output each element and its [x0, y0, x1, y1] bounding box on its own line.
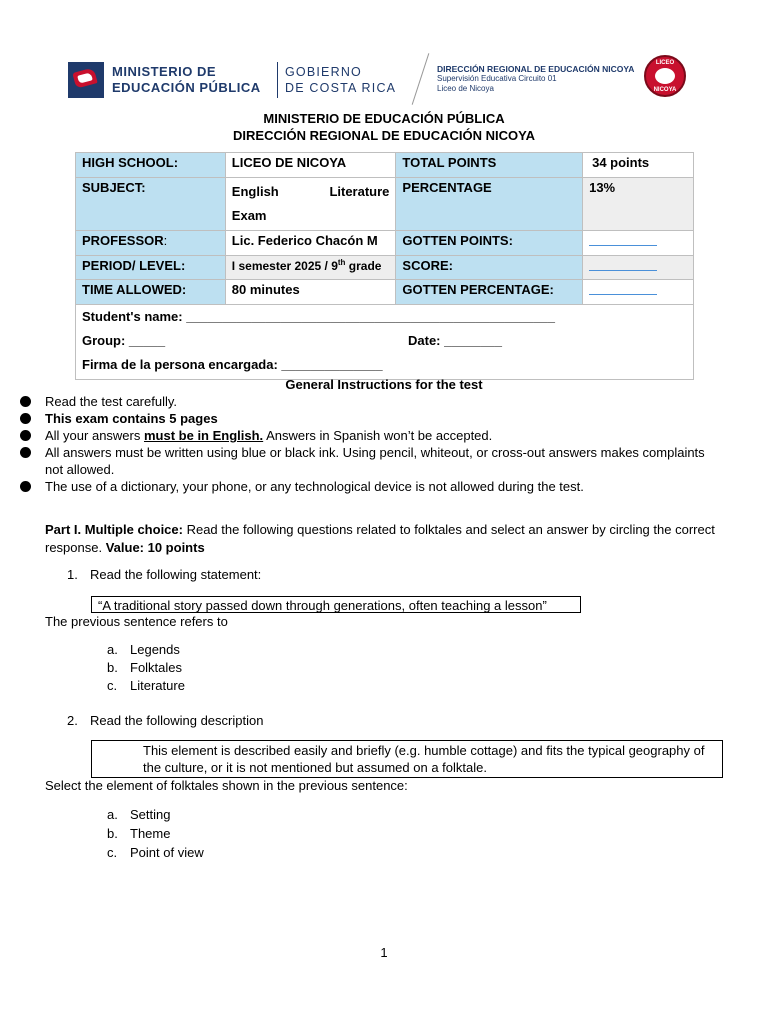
header-slash — [412, 53, 430, 105]
score-label: SCORE: — [396, 256, 583, 280]
q1-prompt: Read the following statement: — [90, 567, 262, 582]
dir-line2: Supervisión Educativa Circuito 01 — [437, 74, 557, 83]
gotten-percentage-value — [583, 280, 694, 305]
list-item — [20, 410, 720, 427]
period-value-a: I semester 2025 / 9 — [231, 259, 338, 273]
q2-description-box: This element is described easily and briefly (e.g. humble cottage) and fits the typical geography of the culture, or it is not mentioned but assumed on a folktale. — [91, 740, 723, 778]
total-points-value: 34 points — [583, 153, 694, 178]
question-2 — [67, 713, 263, 728]
period-value-b: grade — [345, 259, 382, 273]
subject-word-3: Exam — [231, 208, 267, 223]
gotten-points-label: GOTTEN POINTS: — [396, 231, 583, 256]
gob-line2: DE COSTA RICA — [285, 81, 397, 95]
bullet-icon — [20, 396, 31, 407]
q2-prompt: Read the following description — [90, 713, 264, 728]
professor-colon: : — [163, 233, 168, 248]
instructions-list — [20, 393, 720, 495]
gotten-points-blank — [589, 233, 657, 246]
liceo-seal-logo — [644, 55, 686, 97]
seal-bottom-text: NICOYA — [653, 87, 677, 93]
total-points-label: TOTAL POINTS — [396, 153, 583, 178]
period-label: PERIOD/ LEVEL: — [76, 256, 226, 280]
instruction-1: Read the test carefully. — [45, 394, 177, 409]
seal-top-text: LICEO — [655, 60, 675, 66]
instruction-3c: Answers in Spanish won’t be accepted. — [263, 428, 493, 443]
high-school-value: LICEO DE NICOYA — [225, 153, 396, 178]
exam-info-table — [75, 152, 694, 380]
costa-rica-map-icon — [68, 62, 104, 98]
bullet-icon — [20, 413, 31, 424]
instructions-heading: General Instructions for the test — [285, 377, 483, 392]
subject-word-1: English — [231, 184, 279, 199]
part1-value: Value: 10 points — [105, 540, 205, 555]
dir-line3: Liceo de Nicoya — [437, 84, 494, 93]
q1-option-a[interactable]: a. Legends — [107, 642, 180, 657]
percentage-label: PERCENTAGE — [396, 178, 583, 231]
q2-option-c[interactable]: c. Point of view — [107, 845, 204, 860]
instruction-2: This exam contains 5 pages — [45, 411, 218, 426]
q2-number: 2. — [67, 713, 78, 728]
q2-option-a[interactable]: a. Setting — [107, 807, 171, 822]
period-value-sup: th — [337, 258, 346, 267]
subject-label: SUBJECT: — [76, 178, 226, 231]
subject-word-2: Literature — [329, 184, 390, 199]
q2-after-text: Select the element of folktales shown in the previous sentence: — [45, 778, 408, 793]
instruction-4: All answers must be written using blue or black ink. Using pencil, whiteout, or cross-out answers makes complaints not allowed. — [45, 445, 705, 477]
student-info-cell — [76, 305, 694, 380]
professor-label: PROFESSOR — [82, 233, 164, 248]
part1-intro — [45, 521, 725, 557]
title-direccion: DIRECCIÓN REGIONAL DE EDUCACIÓN NICOYA — [233, 128, 535, 143]
page-number: 1 — [380, 945, 388, 960]
part1-text: Read the following questions related to folktales and select an answer by circling the correct response. — [45, 522, 715, 555]
score-value — [583, 256, 694, 280]
group-line: Group: _____ — [82, 333, 166, 348]
mep-logo-line1: MINISTERIO DE — [112, 64, 217, 79]
high-school-label: HIGH SCHOOL: — [76, 153, 226, 178]
logo-divider — [277, 62, 278, 98]
gob-line1: GOBIERNO — [285, 65, 362, 79]
student-name-line: Student's name: ___________________________________________________ — [82, 309, 555, 324]
time-value: 80 minutes — [225, 280, 396, 305]
instruction-5: The use of a dictionary, your phone, or any technological device is not allowed during the test. — [45, 479, 584, 494]
q1-options — [107, 641, 185, 695]
bullet-icon — [20, 430, 31, 441]
q1-quote-box: “A traditional story passed down through generations, often teaching a lesson” — [91, 596, 581, 613]
subject-value — [225, 178, 396, 231]
mep-logo-line2: EDUCACIÓN PÚBLICA — [112, 80, 261, 95]
list-item — [20, 427, 720, 444]
instruction-3a: All your answers — [45, 428, 144, 443]
q1-after-text: The previous sentence refers to — [45, 614, 228, 629]
list-item — [20, 393, 720, 410]
score-blank — [589, 258, 657, 271]
date-line: Date: ________ — [408, 333, 502, 348]
time-label: TIME ALLOWED: — [76, 280, 226, 305]
dir-line1: DIRECCIÓN REGIONAL DE EDUCACIÓN NICOYA — [437, 64, 635, 74]
q2-option-b[interactable]: b. Theme — [107, 826, 171, 841]
gotten-percentage-blank — [589, 282, 657, 295]
gotten-percentage-label: GOTTEN PERCENTAGE: — [396, 280, 583, 305]
instruction-3b: must be in English. — [143, 428, 264, 443]
firma-line: Firma de la persona encargada: ______________ — [82, 357, 383, 372]
q1-number: 1. — [67, 567, 78, 582]
professor-value: Lic. Federico Chacón M — [225, 231, 396, 256]
q1-option-c[interactable]: c. Literature — [107, 678, 185, 693]
q2-options — [107, 805, 204, 862]
gobierno-logo — [285, 64, 396, 96]
direccion-regional-block — [437, 64, 634, 94]
mep-logo — [68, 62, 261, 98]
list-item — [20, 478, 720, 495]
percentage-value: 13% — [583, 178, 694, 231]
list-item — [20, 444, 720, 478]
title-ministerio: MINISTERIO DE EDUCACIÓN PÚBLICA — [263, 111, 505, 126]
gotten-points-value — [583, 231, 694, 256]
professor-label-cell — [76, 231, 226, 256]
q1-option-b[interactable]: b. Folktales — [107, 660, 183, 675]
bullet-icon — [20, 447, 31, 458]
period-value — [225, 256, 396, 280]
part1-label: Part I. Multiple choice: — [45, 522, 183, 537]
question-1 — [67, 567, 261, 582]
bullet-icon — [20, 481, 31, 492]
